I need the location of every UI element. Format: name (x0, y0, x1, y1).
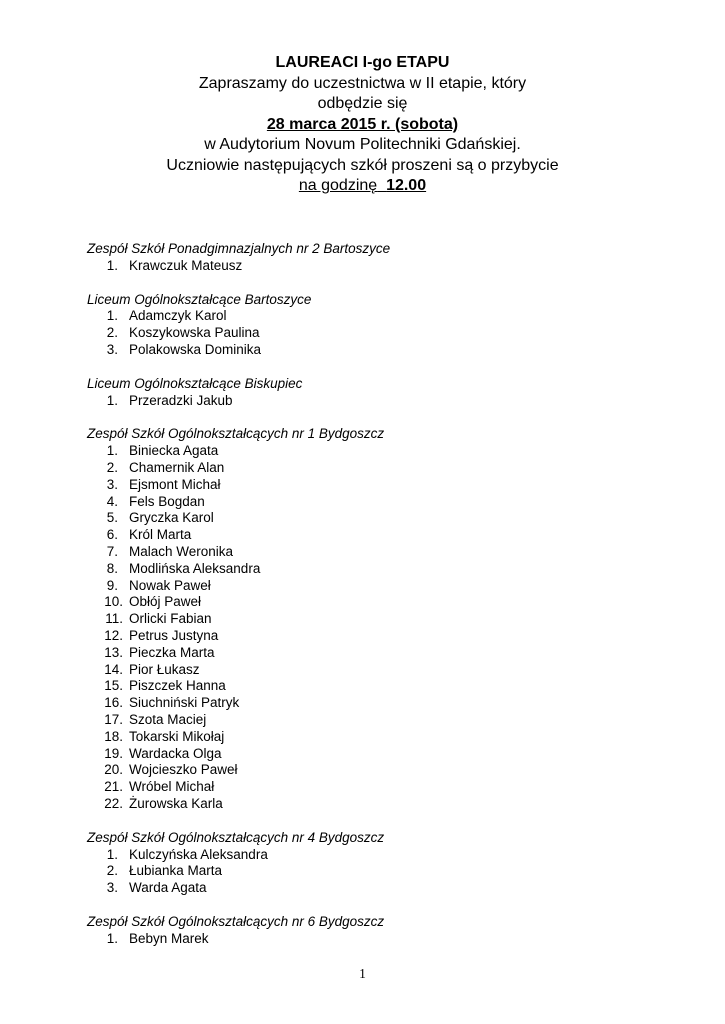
student-name: Szota Maciej (129, 711, 207, 727)
student-name: Obłój Paweł (129, 594, 202, 610)
student-list-item (87, 510, 687, 527)
student-number: 22. (104, 795, 123, 811)
school-name: Liceum Ogólnokształcące Biskupiec (87, 375, 303, 391)
document-title: LAUREACI I-go ETAPU (275, 54, 450, 71)
student-number: 1. (106, 846, 118, 862)
student-number: 9. (106, 577, 118, 593)
student-name: Biniecka Agata (129, 443, 219, 459)
student-list-item (87, 477, 687, 494)
student-number: 4. (106, 493, 118, 509)
student-list-item (87, 527, 687, 544)
student-list-item (87, 880, 687, 897)
student-name: Tokarski Mikołaj (129, 728, 225, 744)
document-header (0, 53, 725, 197)
student-name: Krawczuk Mateusz (129, 257, 243, 273)
student-name: Gryczka Karol (129, 510, 214, 526)
student-list-item (87, 762, 687, 779)
student-number: 2. (106, 459, 118, 475)
school-name: Zespół Szkół Ponadgimnazjalnych nr 2 Bartoszyce (87, 241, 391, 256)
student-list-item (87, 393, 687, 410)
student-number: 16. (104, 695, 123, 711)
student-number: 15. (104, 678, 123, 694)
school-block (87, 241, 687, 275)
school-name: Zespół Szkół Ogólnokształcących nr 4 Bydgoszcz (87, 829, 385, 845)
school-name: Zespół Szkół Ogólnokształcących nr 6 Bydgoszcz (87, 913, 385, 929)
student-name: Kulczyńska Aleksandra (129, 846, 268, 862)
student-list-item (87, 863, 687, 880)
student-name: Król Marta (129, 527, 192, 543)
student-number: 1. (106, 930, 118, 946)
school-block (87, 914, 687, 948)
student-list-item (87, 578, 687, 595)
student-name: Wojcieszko Paweł (129, 762, 238, 778)
student-number: 14. (104, 661, 123, 677)
student-list-item (87, 746, 687, 763)
student-name: Piszczek Hanna (129, 678, 226, 694)
student-list-item (87, 695, 687, 712)
student-list-item (87, 460, 687, 477)
student-name: Petrus Justyna (129, 627, 219, 643)
student-number: 11. (105, 611, 123, 627)
student-number: 19. (104, 745, 123, 761)
student-list-item (87, 712, 687, 729)
school-block (87, 830, 687, 897)
student-number: 8. (106, 560, 118, 576)
student-list-item (87, 544, 687, 561)
student-list-item (87, 258, 687, 275)
page-number: 1 (359, 966, 366, 981)
student-name: Koszykowska Paulina (129, 325, 260, 341)
student-number: 5. (106, 510, 118, 526)
event-time-prefix: na godzinę (298, 177, 378, 194)
student-number: 3. (106, 341, 118, 357)
student-number: 20. (104, 762, 123, 778)
student-number: 3. (106, 880, 118, 896)
student-number: 10. (104, 594, 123, 610)
event-time-value: 12.00 (386, 177, 427, 194)
student-name: Ejsmont Michał (129, 476, 221, 492)
student-list-item (87, 308, 687, 325)
invitation-line-5: Uczniowie następujących szkół proszeni są o przybycie (166, 156, 559, 174)
student-name: Warda Agata (129, 880, 207, 896)
invitation-line-1: Zapraszamy do uczestnictwa w II etapie, który (198, 74, 527, 92)
student-name: Modlińska Aleksandra (129, 560, 261, 576)
school-block (87, 426, 687, 812)
student-name: Chamernik Alan (129, 459, 225, 475)
student-number: 12. (104, 627, 123, 643)
student-name: Żurowska Karla (129, 795, 223, 811)
school-block (87, 376, 687, 410)
student-number: 1. (106, 257, 118, 273)
student-list-item (87, 729, 687, 746)
venue-line: w Audytorium Novum Politechniki Gdańskiej. (204, 136, 521, 153)
student-name: Malach Weronika (129, 543, 234, 559)
student-name: Adamczyk Karol (129, 308, 227, 324)
student-name: Siuchniński Patryk (129, 695, 240, 711)
student-list-item (87, 662, 687, 679)
student-name: Pieczka Marta (129, 644, 215, 660)
student-list-item (87, 847, 687, 864)
student-number: 17. (104, 711, 123, 727)
school-name: Liceum Ogólnokształcące Bartoszyce (87, 291, 312, 307)
student-name: Polakowska Dominika (129, 341, 262, 357)
student-number: 1. (106, 308, 118, 324)
student-name: Przeradzki Jakub (129, 392, 233, 408)
student-list-item (87, 561, 687, 578)
student-name: Wardacka Olga (129, 745, 222, 761)
student-name: Łubianka Marta (129, 863, 223, 879)
schools-list (87, 241, 687, 964)
student-list-item (87, 779, 687, 796)
student-number: 13. (104, 644, 123, 660)
student-number: 1. (106, 443, 118, 459)
event-time (0, 176, 725, 197)
student-list-item (87, 494, 687, 511)
student-number: 1. (106, 392, 118, 408)
student-name: Wróbel Michał (129, 779, 215, 795)
student-name: Pior Łukasz (129, 661, 200, 677)
invitation-line-2: odbędzie się (317, 95, 408, 112)
student-name: Nowak Paweł (129, 577, 211, 593)
student-number: 21. (104, 779, 123, 795)
student-number: 3. (106, 476, 118, 492)
student-list-item (87, 796, 687, 813)
event-date: 28 marca 2015 r. (sobota) (266, 115, 459, 133)
student-list-item (87, 678, 687, 695)
student-list-item (87, 325, 687, 342)
student-list-item (87, 443, 687, 460)
student-list-item (87, 645, 687, 662)
student-number: 18. (104, 728, 123, 744)
student-number: 7. (106, 543, 118, 559)
student-list-item (87, 931, 687, 948)
student-list-item (87, 628, 687, 645)
school-block (87, 292, 687, 359)
student-name: Fels Bogdan (129, 493, 205, 509)
student-list-item (87, 611, 687, 628)
student-name: Bebyn Marek (129, 930, 209, 946)
student-list-item (87, 594, 687, 611)
student-name: Orlicki Fabian (129, 611, 212, 627)
school-name: Zespół Szkół Ogólnokształcących nr 1 Bydgoszcz (87, 426, 385, 442)
student-number: 6. (106, 527, 118, 543)
student-number: 2. (106, 325, 118, 341)
student-list-item (87, 342, 687, 359)
student-number: 2. (106, 863, 118, 879)
